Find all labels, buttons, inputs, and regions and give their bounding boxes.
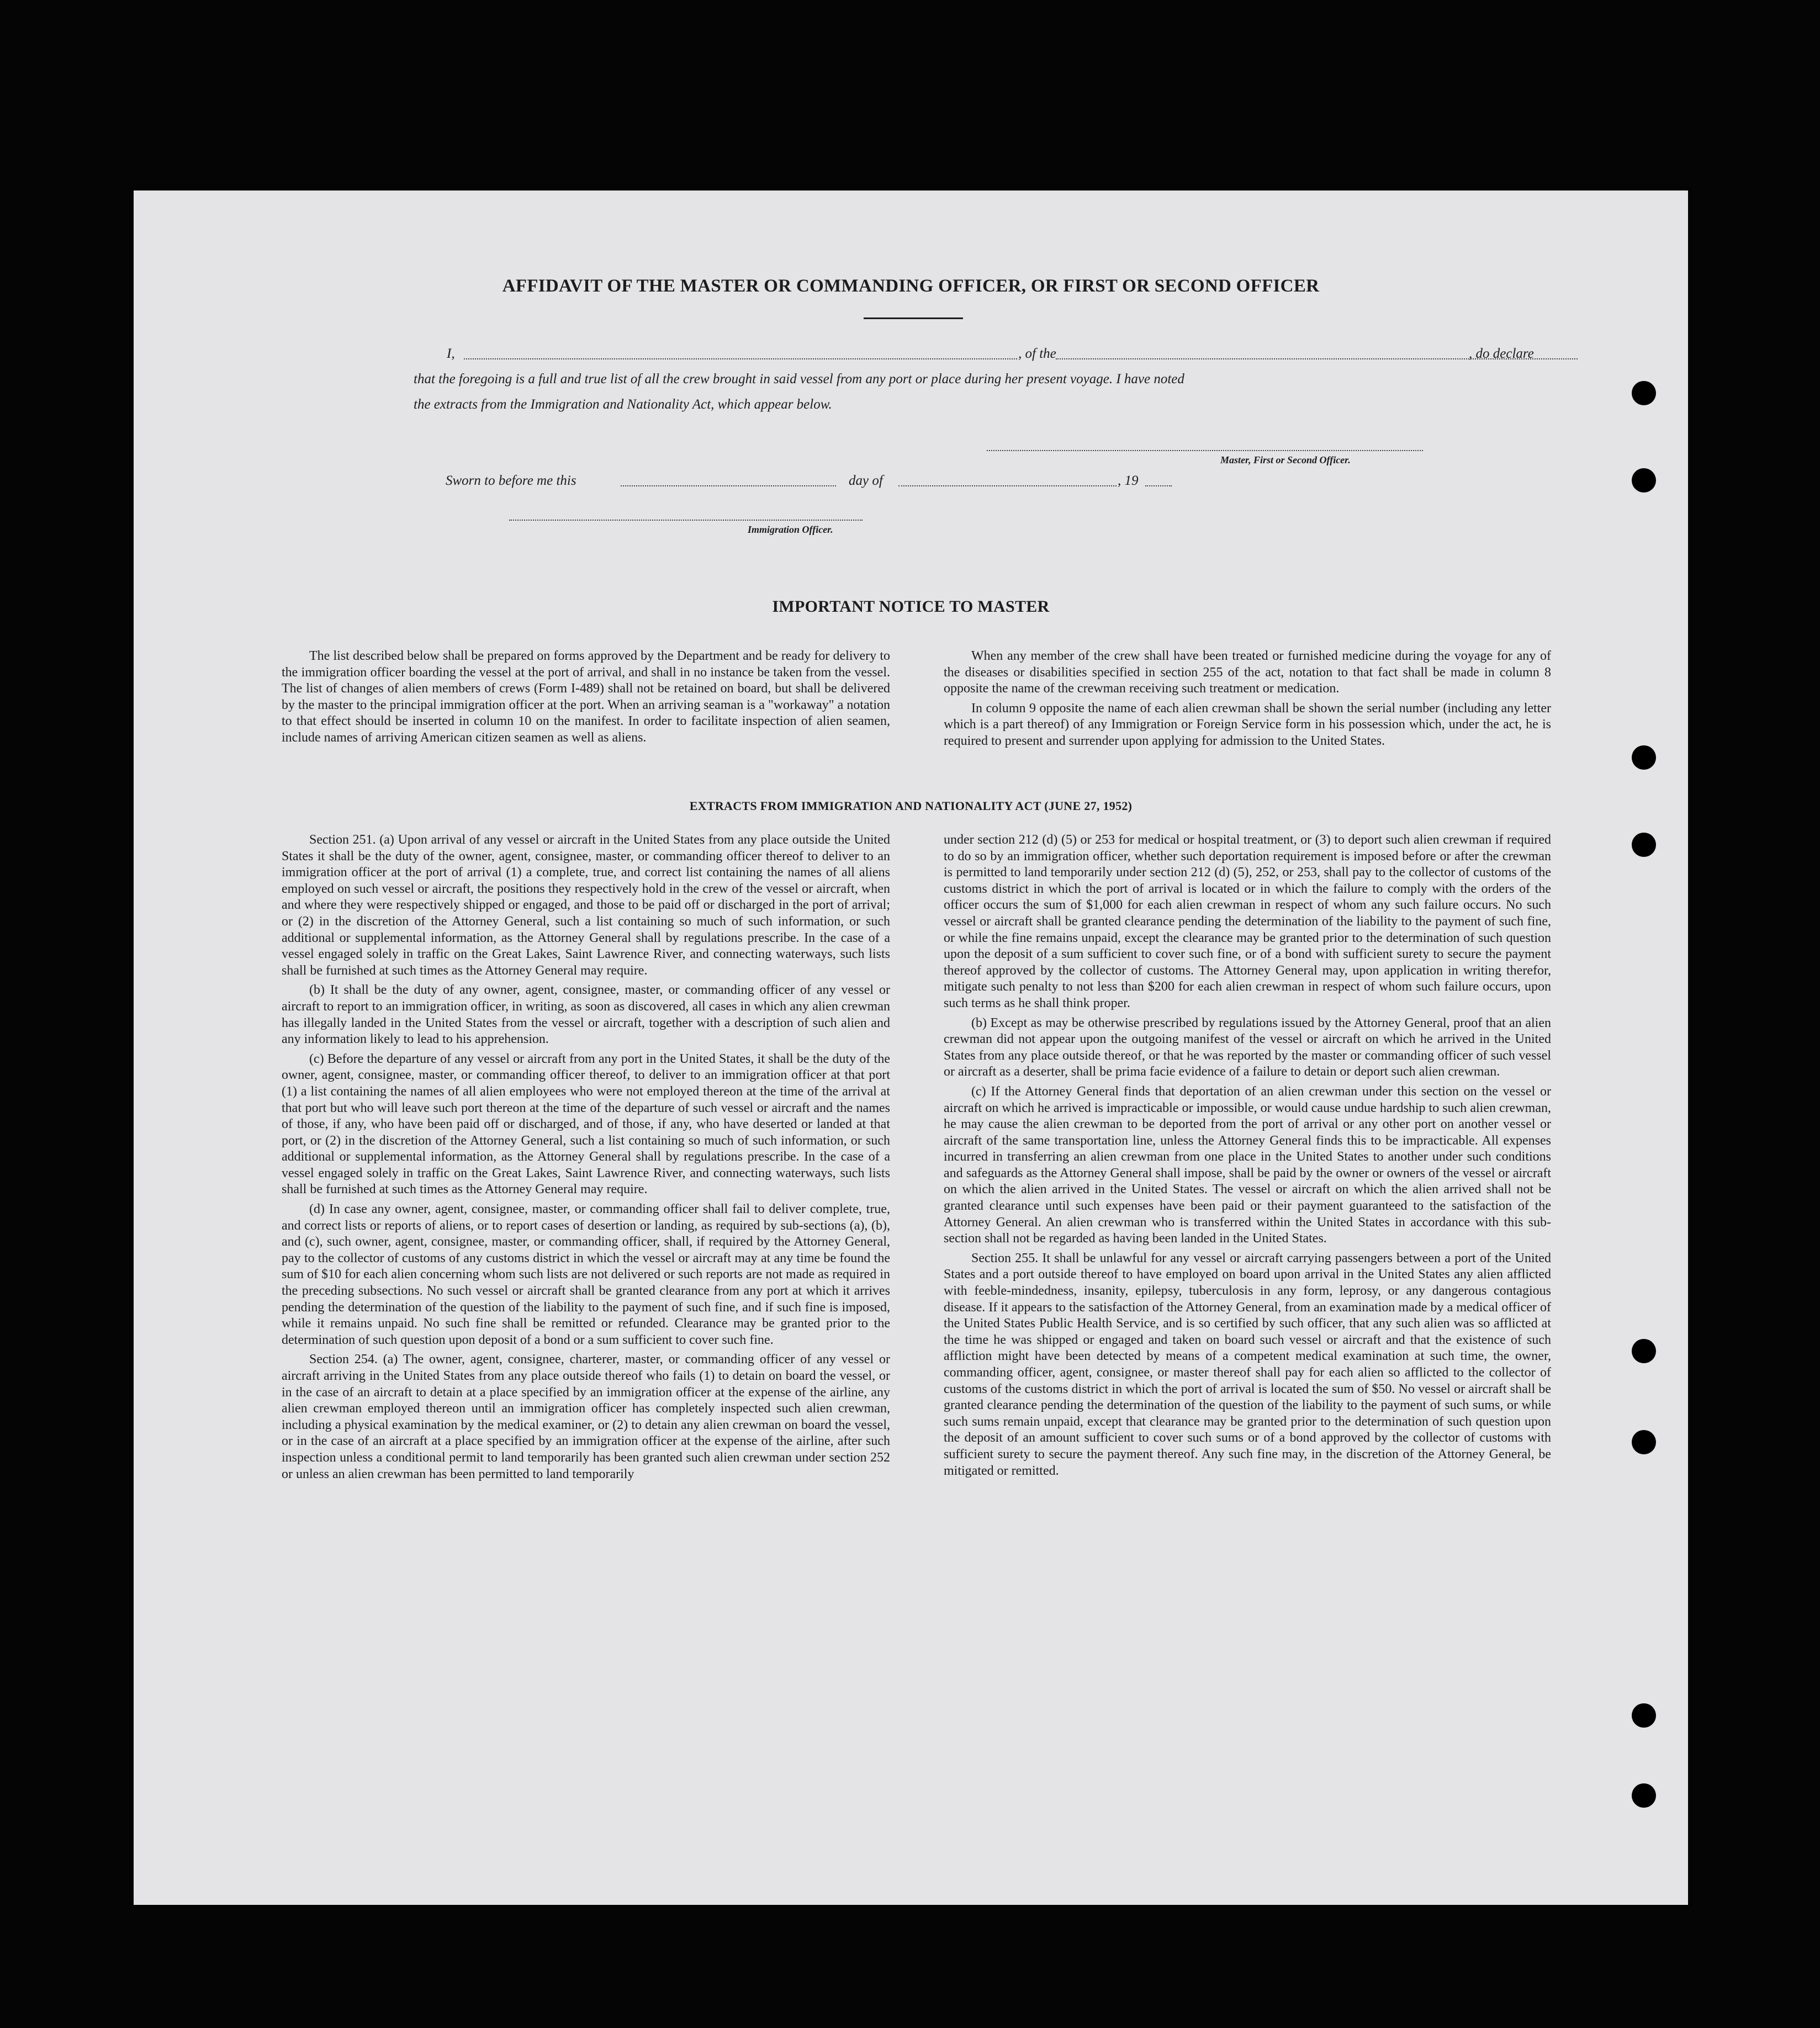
section-251-a: Section 251. (a) Upon arrival of any vessel or aircraft in the United States from any place outside the United States it shall be the duty of the owner, agent, consignee, master, or commanding officer thereof to deliver to an immigration officer at the port of arrival (1) a complete, true, and correct list containing the names of all aliens employed on such vessel or aircraft, the positions they respectively hold in the crew of the vessel or aircraft, when and where they were respectively shipped or engaged, and those to be paid off or discharged in the port of arrival; or (2) in the discretion of the Attorney General, such a list containing so much of such information, or such additional or supplemental information, as the Attorney General shall by regulations prescribe. In the case of a vessel engaged solely in traffic on the Great Lakes, Saint Lawrence River, and connecting waterways, such lists shall be furnished at such times as the Attorney General may require. xyxy=(282,833,890,978)
i-label: I, xyxy=(447,346,455,361)
officer-signature-line[interactable] xyxy=(509,520,863,521)
section-251-b: (b) It shall be the duty of any owner, agent, consignee, master, or commanding officer of any vessel or aircraft to report to an immigration officer, in writing, as soon as discovered, all cases in which any alien crewman has illegally landed in the United States from the vessel or aircraft, together with a description of such alien and any information likely to lead to his apprehension. xyxy=(282,983,890,1047)
section-254-c: (c) If the Attorney General finds that deportation of an alien crewman under this section on the vessel or aircraft on which he arrived is impracticable or impossible, or would cause undue hardship to such alien crewman, he may cause the alien crewman to be deported from the port of arrival or any other port on another vessel or aircraft of the same transportation line, unless the Attorney General finds this to be impracticable. All expenses incurred in transferring an alien crewman from one place in the United States to another under such conditions and safeguards as the Attorney General shall impose, shall be paid by the owner or owners of the vessel or aircraft on which the alien arrived in the United States. The vessel or aircraft on which the alien arrived shall not be granted clearance until such expenses have been paid or their payment guaranteed to the satisfaction of the Attorney General. An alien crewman who is transferred within the United States in accordance with this sub-section shall not be regarded as having been landed in the United States. xyxy=(944,1084,1551,1246)
punch-hole xyxy=(1632,833,1656,857)
section-251-d: (d) In case any owner, agent, consignee, master, or commanding officer shall fail to deliver complete, true, and correct lists or reports of aliens, or to report cases of desertion or landing, as required by sub-sections (a), (b), and (c), such owner, agent, consignee, master, or commanding officer, shall, if required by the Attorney General, pay to the collector of customs of any customs district in which the vessel or aircraft may at any time be found the sum of $10 for each alien concerning whom such lists are not delivered or such reports are not made as required in the preceding subsections. No such vessel or aircraft shall be granted clearance from any port at which it arrives pending the determination of the question of the liability to the payment of such fine, and if such fine is imposed, while it remains unpaid. No such fine shall be remitted or refunded. Clearance may be granted prior to the determination of such question upon deposit of a bond or a sum sufficient to cover such fine. xyxy=(282,1202,890,1347)
officer-caption: Immigration Officer. xyxy=(748,524,833,535)
statement-line-2: the extracts from the Immigration and Nationality Act, which appear below. xyxy=(414,397,832,412)
notice-right-column xyxy=(944,648,1551,753)
notice-right-paragraph-2: In column 9 opposite the name of each alien crewman shall be shown the serial number (including any letter which is a part thereof) of any Immigration or Foreign Service form in his possession which, under the act, he is required to present and surrender upon applying for admission to the United States. xyxy=(944,701,1551,748)
affidavit-title: AFFIDAVIT OF THE MASTER OR COMMANDING OFFICER, OR FIRST OR SECOND OFFICER xyxy=(502,276,1320,296)
section-254-a: Section 254. (a) The owner, agent, consignee, charterer, master, or commanding officer of any vessel or aircraft arriving in the United States from any place outside thereof who fails (1) to detain on board the vessel, or in the case of an aircraft to detain at a place specified by an immigration officer at the expense of the airline, any alien crewman employed thereon until an immigration officer has completely inspected such alien crewman, including a physical examination by the medical examiner, or (2) to detain any alien crewman on board the vessel, or in the case of an aircraft at a place specified by an immigration officer at the expense of the airline, after such inspection unless a conditional permit to land temporarily has been granted such alien crewman under section 252 or unless an alien crewman has been permitted to land temporarily xyxy=(282,1352,890,1481)
statement-line-1: that the foregoing is a full and true list of all the crew brought in said vessel from any port or place during her present voyage. I have noted xyxy=(414,372,1184,386)
punch-hole xyxy=(1632,381,1656,405)
punch-hole xyxy=(1632,745,1656,770)
notice-left-column xyxy=(282,648,890,750)
section-254-a-cont: under section 212 (d) (5) or 253 for medical or hospital treatment, or (3) to deport such alien crewman if required to do so by an immigration officer, whether such deportation requirement is imposed before or after the crewman is permitted to land temporarily under section 212 (d) (5), 252, or 253, shall pay to the collector of customs of the customs district in which the port of arrival is located or in which the failure to comply with the orders of the officer occurs the sum of $1,000 for each alien crewman in respect of whom any such failure occurs. No such vessel or aircraft shall be granted clearance pending the determination of the liability to the payment of such fine, or while the fine remains unpaid, except the clearance may be granted prior to the determination of such question upon the deposit of a sum sufficient to cover such fine, or of a bond with sufficient surety to secure the payment thereof approved by the collector of customs. The Attorney General may, upon application in writing therefor, mitigate such penalty to not less than $200 for each alien crewman in respect of whom such failure occurs, upon such terms as he shall think proper. xyxy=(944,833,1551,1010)
section-255: Section 255. It shall be unlawful for any vessel or aircraft carrying passengers between a port of the United States and a port outside thereof to have employed on board upon arrival in the United States any alien afflicted with feeble-mindedness, insanity, epilepsy, tuberculosis in any form, leprosy, or any dangerous contagious disease. If it appears to the satisfaction of the Attorney General, from an examination made by a medical officer of the United States Public Health Service, and is so certified by such officer, that any such alien was so afflicted at the time he was shipped or engaged and taken on board such vessel or aircraft and that the existence of such affliction might have been detected by means of a competent medical examination at such time, the owner, commanding officer, agent, consignee, or master thereof shall pay for each alien so afflicted to the collector of customs of the customs district in which the port of arrival is located the sum of $50. No vessel or aircraft shall be granted clearance pending the determination of the question of the liability to the payment of such sums, or while such sums remain unpaid, except that clearance may be granted prior to the determination of such question upon the deposit of an amount sufficient to cover such sums or of a bond approved by the collector of customs with sufficient surety to secure the payment thereof. Any such fine may, in the discretion of the Attorney General, be mitigated or remitted. xyxy=(944,1251,1551,1478)
title-rule xyxy=(864,317,963,319)
extracts-title: EXTRACTS FROM IMMIGRATION AND NATIONALITY ACT (JUNE 27, 1952) xyxy=(689,799,1133,813)
sworn-year-line[interactable] xyxy=(1145,485,1172,486)
punch-hole xyxy=(1632,468,1656,493)
master-caption: Master, First or Second Officer. xyxy=(1220,454,1351,465)
day-of-label: day of xyxy=(849,473,883,488)
notice-right-paragraph-1: When any member of the crew shall have been treated or furnished medicine during the voyage for any of the diseases or disabilities specified in section 255 of the act, notation to that fact shall be made in column 8 opposite the name of the crewman receiving such treatment or medication. xyxy=(944,649,1551,696)
punch-hole xyxy=(1632,1703,1656,1728)
section-251-c: (c) Before the departure of any vessel or aircraft from any port in the United States, it shall be the duty of the owner, agent, consignee, master, or commanding officer thereof, to deliver to an immigration officer at that port (1) a list containing the names of all alien employees who were not employed thereon at the time of the arrival at that port but who will leave such port thereon at the time of the departure of such vessel or aircraft and the names of those, if any, who have been paid off or discharged, and of those, if any, who have deserted or landed at that port, or (2) in the discretion of the Attorney General, such a list containing so much of such information, or such additional or supplemental information, as the Attorney General shall by regulations prescribe. In the case of a vessel engaged solely in traffic on the Great Lakes, Saint Lawrence River, and connecting waterways, such lists shall be furnished at such times as the Attorney General may require. xyxy=(282,1051,890,1197)
punch-hole xyxy=(1632,1783,1656,1808)
punch-hole xyxy=(1632,1430,1656,1454)
do-declare-label: , do declare xyxy=(1469,346,1534,361)
name-line[interactable] xyxy=(464,358,1017,359)
manifest-page xyxy=(134,190,1688,1905)
year-label: , 19 xyxy=(1118,473,1139,488)
notice-title: IMPORTANT NOTICE TO MASTER xyxy=(772,597,1050,616)
sworn-month-line[interactable] xyxy=(898,485,1117,486)
notice-left-paragraph: The list described below shall be prepared on forms approved by the Department and be ready for delivery to the immigration officer boarding the vessel at the port of arrival, and shall in no instance be taken from the vessel. The list of changes of alien members of crews (Form I-489) shall not be retained on board, but shall be delivered by the master to the principal immigration officer at the port. When an arriving seaman is a "workaway" a notation to that effect should be inserted in column 10 on the manifest. In order to facilitate inspection of alien seamen, include names of arriving American citizen seamen as well as aliens. xyxy=(282,649,890,745)
sworn-day-line[interactable] xyxy=(621,485,836,486)
of-the-label: , of the xyxy=(1018,346,1056,361)
punch-hole xyxy=(1632,1339,1656,1363)
extracts-left-column xyxy=(282,832,890,1486)
sworn-label: Sworn to before me this xyxy=(446,473,576,488)
master-signature-line[interactable] xyxy=(987,450,1423,451)
section-254-b: (b) Except as may be otherwise prescribed by regulations issued by the Attorney General, proof that an alien crewman did not appear upon the outgoing manifest of the vessel or aircraft on which he arrived in the United States from any place outside thereof, or that he was reported by the master or commanding officer of such vessel or aircraft as a deserter, shall be prima facie evidence of a failure to detain or deport such alien crewman. xyxy=(944,1015,1551,1079)
extracts-right-column xyxy=(944,832,1551,1482)
